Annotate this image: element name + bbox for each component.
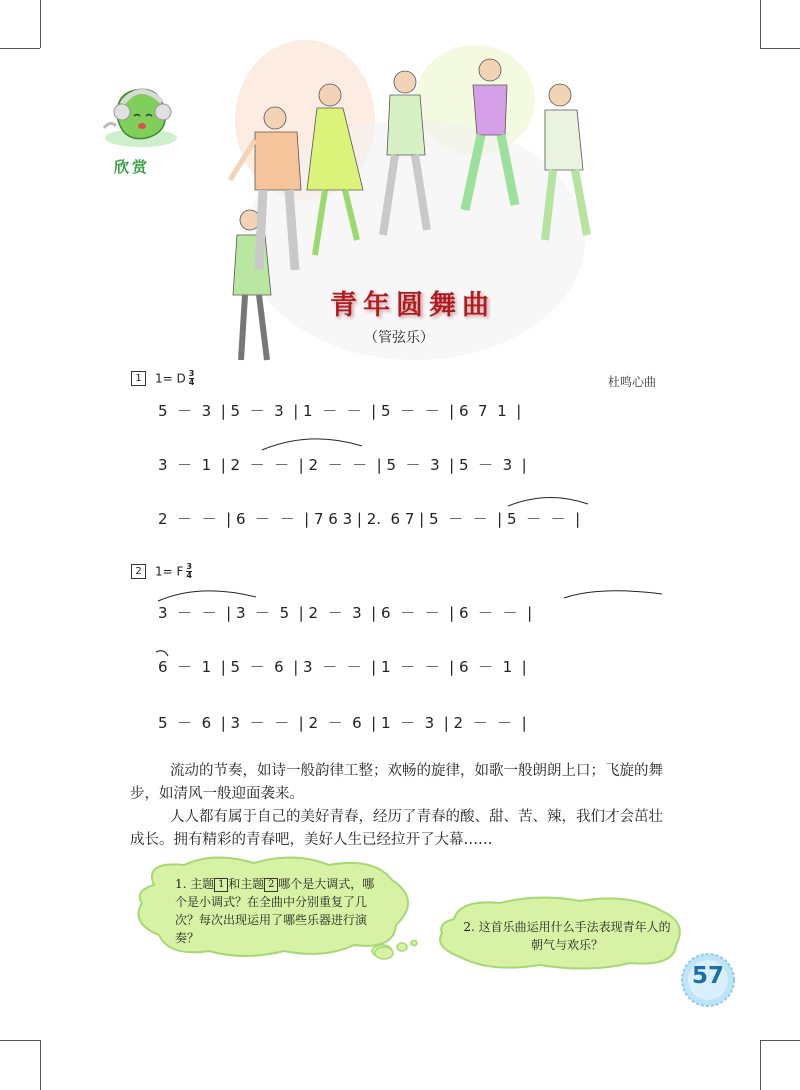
notation-row: 3 － 1 | 2 － － | 2 － － | 5 － 3 | 5 － 3 |	[158, 456, 527, 474]
notation-row: 2 － － | 6 － － | 7 6 3 | 2. 6 7 | 5 － － | 5 － － |	[158, 510, 581, 528]
crop-mark	[40, 1040, 41, 1090]
crop-mark	[760, 1040, 761, 1090]
notation-row: 3 － － | 3 － 5 | 2 － 3 | 6 － － | 6 － － |	[158, 604, 533, 622]
time-signature: $\frac{3}{4}$	[186, 562, 192, 580]
theme-number-box: 2	[131, 564, 146, 579]
thought-bubble-dots	[370, 935, 430, 965]
paragraph: 流动的节奏，如诗一般韵律工整；欢畅的旋律，如歌一般朗朗上口；飞旋的舞步，如清风一般迎面袭来。	[130, 763, 663, 802]
crop-mark	[0, 1040, 40, 1041]
paragraph: 人人都有属于自己的美好青春，经历了青春的酸、甜、苦、辣，我们才会茁壮成长。拥有精彩的青春吧，美好人生已经拉开了大幕……	[130, 809, 663, 848]
question-2: 2. 这首乐曲运用什么手法表现青年人的朝气与欢乐？	[463, 920, 671, 952]
crop-mark	[760, 1040, 800, 1041]
time-signature: $\frac{3}{4}$	[188, 369, 195, 387]
page-number: 57	[691, 963, 724, 989]
theme-number-box: 1	[131, 371, 146, 386]
notation-row: 6 － 1 | 5 － 6 | 3 － － | 1 － － | 6 － 1 |	[158, 658, 527, 676]
notation-row: 5 － 6 | 3 － － | 2 － 6 | 1 － 3 | 2 － － |	[158, 714, 527, 732]
piece-title: 青年圆舞曲	[330, 290, 495, 321]
theme-key: 1= F	[155, 564, 184, 579]
theme-key: 1= D	[155, 371, 186, 386]
theme-ref-box: 2	[264, 878, 278, 892]
piece-subtitle: （管弦乐）	[364, 330, 434, 346]
notation-row: 5 － 3 | 5 － 3 | 1 － － | 5 － － | 6 7 1 |	[158, 402, 522, 420]
composer-credit: 杜鸣心曲	[608, 375, 657, 389]
question-1: 1. 主题 1 和主题 2 哪个是大调式，哪个是小调式？在全曲中分别重复了几次？每次出现运用了哪些乐器进行演奏？	[175, 877, 375, 945]
theme-ref-box: 1	[214, 878, 228, 892]
section-label: 欣赏	[114, 158, 151, 176]
